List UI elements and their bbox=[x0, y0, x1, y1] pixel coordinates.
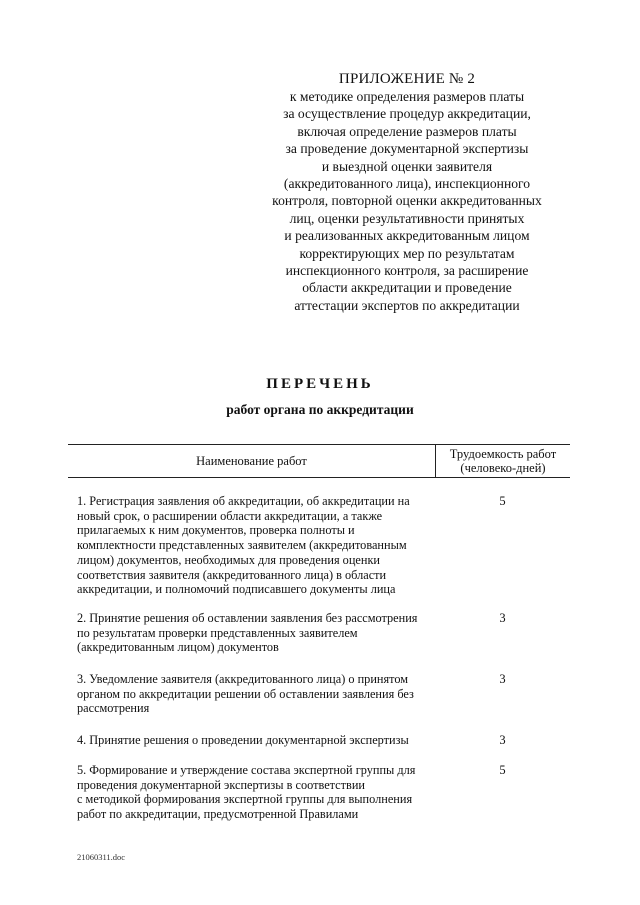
column-header-labor bbox=[435, 445, 570, 477]
work-name-line: 3. Уведомление заявителя (аккредитованного лица) о принятом bbox=[77, 672, 409, 687]
appendix-line: включая определение размеров платы bbox=[297, 123, 517, 139]
appendix-line: за осуществление процедур аккредитации, bbox=[283, 106, 531, 122]
table-header bbox=[68, 444, 570, 478]
work-name-cell bbox=[68, 494, 435, 597]
work-days-cell: 5 bbox=[499, 494, 506, 508]
column-header-name: Наименование работ bbox=[196, 453, 307, 468]
work-name-line: 1. Регистрация заявления об аккредитации, об аккредитации на bbox=[77, 494, 410, 508]
appendix-title: ПРИЛОЖЕНИЕ № 2 bbox=[338, 71, 476, 87]
work-name-line: 2. Принятие решения об оставлении заявления без рассмотрения bbox=[77, 610, 418, 625]
document-subheading: работ органа по аккредитации bbox=[226, 402, 414, 417]
work-name-cell bbox=[68, 733, 435, 748]
work-name-line: комплектности представленных заявителем (аккредитованным bbox=[77, 538, 407, 553]
work-name-line: соответствия заявителя (аккредитованного лица) в области bbox=[77, 567, 387, 582]
work-name-line: прилагаемых к ним документов, проверка полноты и bbox=[77, 523, 355, 538]
column-header-labor-line2: (человеко-дней) bbox=[460, 461, 546, 475]
appendix-block bbox=[250, 71, 564, 314]
appendix-line: контроля, повторной оценки аккредитованных bbox=[272, 193, 542, 209]
appendix-line: корректирующих мер по результатам bbox=[299, 245, 515, 261]
table-row bbox=[68, 611, 570, 655]
appendix-line: за проведение документарной экспертизы bbox=[285, 141, 529, 157]
work-name-cell bbox=[68, 672, 435, 716]
work-name-line: работ по аккредитации, предусмотренной Правилами bbox=[77, 806, 359, 821]
appendix-line: инспекционного контроля, за расширение bbox=[285, 263, 529, 279]
work-name-line: 5. Формирование и утверждение состава экспертной группы для bbox=[77, 762, 416, 777]
table-row bbox=[68, 672, 570, 716]
work-name-line: (аккредитованным лицом) документов bbox=[77, 640, 279, 655]
file-name-footer: 21060311.doc bbox=[77, 852, 126, 862]
document-heading: ПЕРЕЧЕНЬ bbox=[266, 376, 374, 392]
works-table bbox=[68, 444, 570, 822]
appendix-line: лиц, оценки результативности принятых bbox=[289, 210, 525, 226]
work-name-line: по результатам проверки представленных заявителем bbox=[77, 625, 358, 640]
appendix-line: (аккредитованного лица), инспекционного bbox=[283, 176, 531, 192]
work-days-cell: 3 bbox=[499, 733, 506, 748]
work-days-cell: 3 bbox=[499, 610, 506, 625]
work-name-line: новый срок, о расширении области аккредитации, а также bbox=[77, 508, 383, 523]
work-name-cell bbox=[68, 611, 435, 655]
work-name-line: органом по аккредитации решении об оставлении заявления без bbox=[77, 686, 414, 701]
appendix-line: и выездной оценки заявителя bbox=[321, 158, 493, 174]
table-row bbox=[68, 733, 570, 748]
appendix-line: и реализованных аккредитованным лицом bbox=[284, 228, 530, 244]
work-name-line: 4. Принятие решения о проведении документарной экспертизы bbox=[77, 733, 409, 748]
work-name-line: рассмотрения bbox=[77, 701, 150, 716]
table-row bbox=[68, 763, 570, 822]
table-row bbox=[68, 494, 570, 597]
work-name-cell bbox=[68, 763, 435, 822]
appendix-line: к методике определения размеров платы bbox=[289, 89, 525, 104]
appendix-line: области аккредитации и проведение bbox=[302, 280, 512, 296]
work-days-cell: 5 bbox=[499, 762, 506, 777]
work-name-line: аккредитации, и полномочий подписавшего документы лица bbox=[77, 582, 396, 597]
work-name-line: проведения документарной экспертизы в соответствии bbox=[77, 777, 365, 792]
work-name-line: лицом) документов, необходимых для проведения оценки bbox=[77, 552, 381, 567]
work-name-line: с методикой формирования экспертной группы для выполнения bbox=[77, 792, 413, 807]
work-days-cell: 3 bbox=[499, 672, 506, 687]
column-header-labor-line1: Трудоемкость работ bbox=[449, 447, 557, 461]
appendix-line: аттестации экспертов по аккредитации bbox=[294, 297, 520, 313]
